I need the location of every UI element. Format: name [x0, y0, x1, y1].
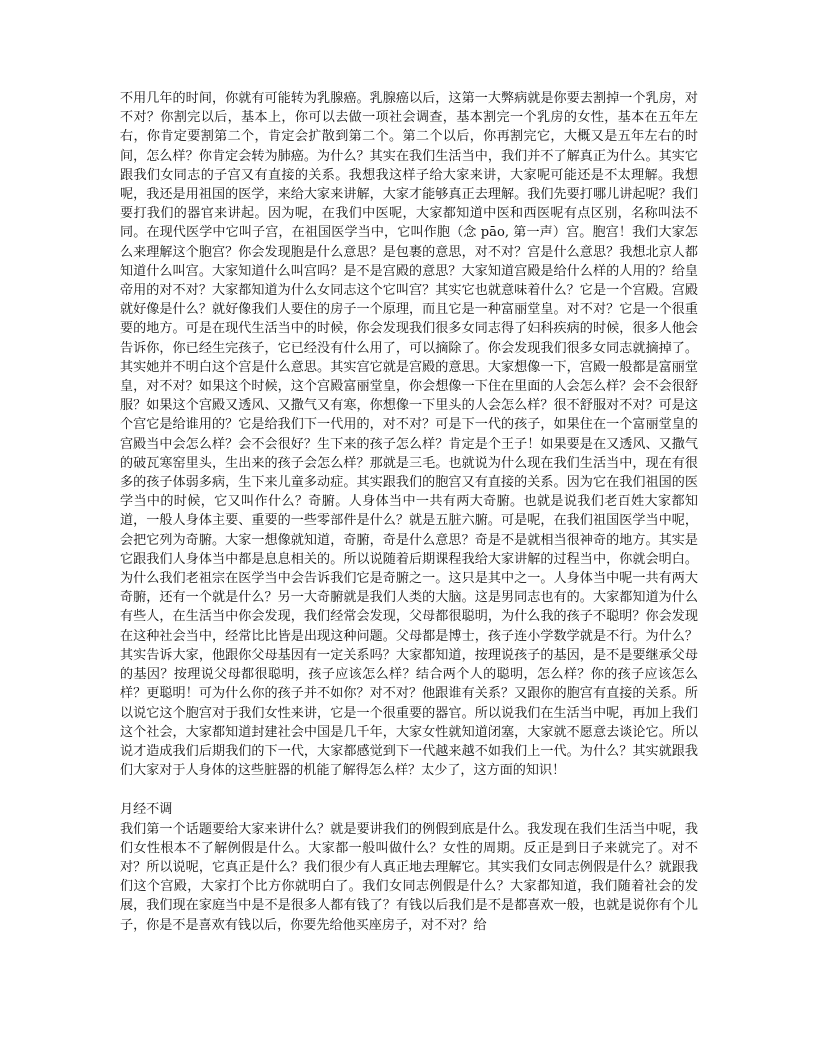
paragraph-spacer — [120, 780, 698, 800]
body-paragraph-1: 不用几年的时间，你就有可能转为乳腺癌。乳腺癌以后，这第一大弊病就是你要去割掉一个乳房，对不对？你割完以后，基本上，你可以去做一项社会调查，基本割完一个乳房的女性，基本在五年左右，你肯定要割第二个，肯定会扩散到第二个。第二个以后，你再割完它，大概又是五年左右的时间，怎么样？你肯定会转为肺癌。为什么？其实在我们生活当中，我们并不了解真正为什么。其实它跟我们女同志的子宫又有直接的关系。我想我这样子给大家来讲，大家呢可能还是不太理解。我想呢，我还是用祖国的医学，来给大家来讲解，大家才能够真正去理解。我们先要打哪儿讲起呢？我们要打我们的器官来讲起。因为呢，在我们中医呢，大家都知道中医和西医呢有点区别，名称叫法不同。在现代医学中它叫子宫，在祖国医学当中，它叫作胞（念 pāo, 第一声）宫。胞宫！我们大家怎么来理解这个胞宫？你会发现胞是什么意思？是包裹的意思，对不对？宫是什么意思？我想北京人都知道什么叫宫。大家知道什么叫宫吗？是不是宫殿的意思？大家知道宫殿是给什么样的人用的？给皇帝用的对不对？大家都知道为什么女同志这个它叫宫？其实它也就意味着什么？它是一个宫殿。宫殿就好像是什么？就好像我们人要住的房子一个原理，而且它是一种富丽堂皇。对不对？它是一个很重要的地方。可是在现代生活当中的时候，你会发现我们很多女同志得了妇科疾病的时候，很多人他会告诉你，你已经生完孩子，它已经没有什么用了，可以摘除了。你会发现我们很多女同志就摘掉了。其实她并不明白这个宫是什么意思。其实宫它就是宫殿的意思。大家想像一下，宫殿一般都是富丽堂皇，对不对？如果这个时候，这个宫殿富丽堂皇，你会想像一下住在里面的人会怎么样？会不会很舒服？如果这个宫殿又透风、又撒气又有寒，你想像一下里头的人会怎么样？很不舒服对不对？可是这个宫它是给谁用的？它是给我们下一代用的，对不对？可是下一代的孩子，如果住在一个富丽堂皇的宫殿当中会怎么样？会不会很好？生下来的孩子怎么样？肯定是个王子！如果要是在又透风、又撒气的破瓦寒窑里头，生出来的孩子会怎么样？那就是三毛。也就说为什么现在我们生活当中，现在有很多的孩子体弱多病，生下来儿童多动症。其实跟我们的胞宫又有直接的关系。因为它在我们祖国的医学当中的时候，它又叫作什么？奇腑。人身体当中一共有两大奇腑。也就是说我们老百姓大家都知道，一般人身体主要、重要的一些零部件是什么？就是五脏六腑。可是呢，在我们祖国医学当中呢，会把它列为奇腑。大家一想像就知道，奇腑，奇是什么意思？奇是不是就相当很神奇的地方。其实是它跟我们人身体当中都是息息相关的。所以说随着后期课程我给大家讲解的过程当中，你就会明白。为什么我们老祖宗在医学当中会告诉我们它是奇腑之一。这只是其中之一。人身体当中呢一共有两大奇腑，还有一个就是什么？另一大奇腑就是我们人类的大脑。这是男同志也有的。大家都知道为什么有些人，在生活当中你会发现，我们经常会发现，父母都很聪明，为什么我的孩子不聪明？你会发现在这种社会当中，经常比比皆是出现这种问题。父母都是博士，孩子连小学数学就是不行。为什么？其实告诉大家，他跟你父母基因有一定关系吗？大家都知道，按理说孩子的基因，是不是要继承父母的基因？按理说父母都很聪明，孩子应该怎么样？结合两个人的聪明，怎么样？你的孩子应该怎么样？更聪明！可为什么你的孩子并不如你？对不对？他跟谁有关系？又跟你的胞宫有直接的关系。所以说它这个胞宫对于我们女性来讲，它是一个很重要的器官。所以说我们在生活当中呢，再加上我们这个社会，大家都知道封建社会中国是几千年，大家女性就知道闭塞，大家就不愿意去谈论它。所以说才造成我们后期我们的下一代，大家都感觉到下一代越来越不如我们上一代。为什么？其实就跟我们大家对于人身体的这些脏器的机能了解得怎么样？太少了，这方面的知识！ — [120, 91, 698, 779]
section-heading: 月经不调 — [120, 802, 173, 818]
body-paragraph-2: 我们第一个话题要给大家来讲什么？就是要讲我们的例假到底是什么。我发现在我们生活当中呢，我们女性根本不了解例假是什么。大家都一般叫做什么？女性的周期。反正是到日子来就完了。对不对？所以说呢，它真正是什么？我们很少有人真正地去理解它。其实我们女同志例假是什么？就跟我们这个宫殿，大家打个比方你就明白了。我们女同志例假是什么？大家都知道，我们随着社会的发展，我们现在家庭当中是不是很多人都有钱了？有钱以后我们是不是都喜欢一般，也就是说你有个儿子，你是不是喜欢有钱以后，你要先给他买座房子，对不对？给 — [120, 821, 698, 933]
document-page — [120, 89, 698, 935]
